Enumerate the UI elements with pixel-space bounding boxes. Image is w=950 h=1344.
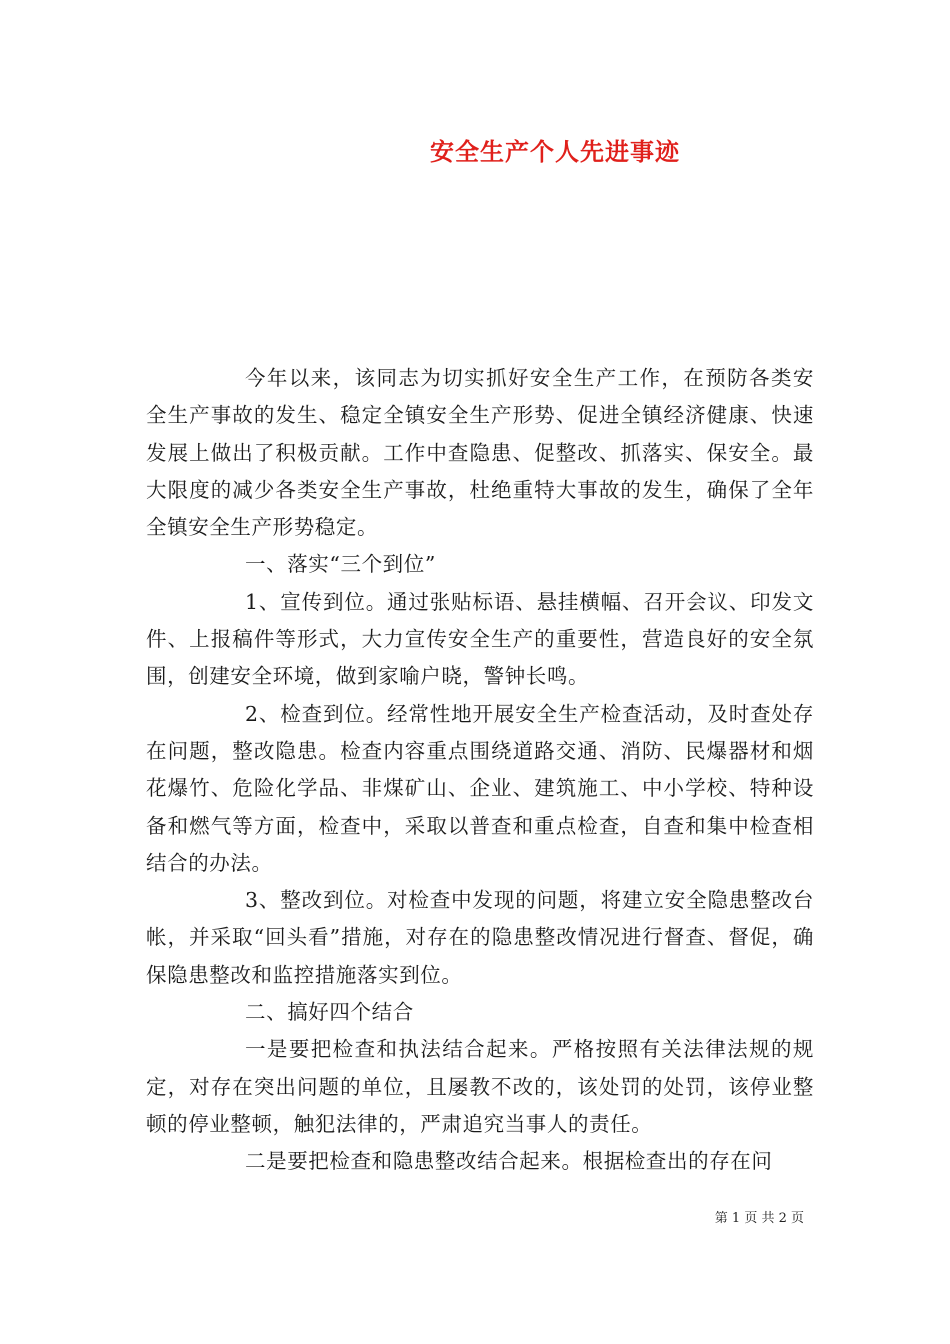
paragraph-hazard-rectification: 二是要把检查和隐患整改结合起来。根据检查出的存在问 — [245, 1149, 773, 1174]
section-heading-1: 一、落实“三个到位” — [245, 552, 436, 577]
paragraph-intro: 今年以来，该同志为切实抓好安全生产工作，在预防各类安全生产事故的发生、稳定全镇安全生产形势、促进全镇经济健康、快速发展上做出了积极贡献。工作中查隐患、促整改、抓落实、保安全。最大限度的减少各类安全生产事故，杜绝重特大事故的发生，确保了全年全镇安全生产形势稳定。 — [146, 366, 814, 540]
paragraph-publicity: 1、宣传到位。通过张贴标语、悬挂横幅、召开会议、印发文件、上报稿件等形式，大力宣传安全生产的重要性，营造良好的安全氛围，创建安全环境，做到家喻户晓，警钟长鸣。 — [146, 589, 814, 689]
paragraph-inspection: 2、检查到位。经常性地开展安全生产检查活动，及时查处存在问题，整改隐患。检查内容重点围绕道路交通、消防、民爆器材和烟花爆竹、危险化学品、非煤矿山、企业、建筑施工、中小学校、特种设备和燃气等方面，检查中，采取以普查和重点检查，自查和集中检查相结合的办法。 — [146, 701, 814, 875]
paragraph-enforcement: 一是要把检查和执法结合起来。严格按照有关法律法规的规定，对存在突出问题的单位，且屡教不改的，该处罚的处罚，该停业整顿的停业整顿，触犯法律的，严肃追究当事人的责任。 — [146, 1037, 814, 1136]
section-heading-2: 二、搞好四个结合 — [245, 1000, 414, 1025]
page-title: 安全生产个人先进事迹 — [430, 137, 680, 166]
document-body — [146, 360, 814, 1181]
page-number: 第 1 页 共 2 页 — [714, 1211, 804, 1226]
paragraph-rectification: 3、整改到位。对检查中发现的问题，将建立安全隐患整改台帐，并采取“回头看”措施，对存在的隐患整改情况进行督查、督促，确保隐患整改和监控措施落实到位。 — [146, 888, 814, 987]
